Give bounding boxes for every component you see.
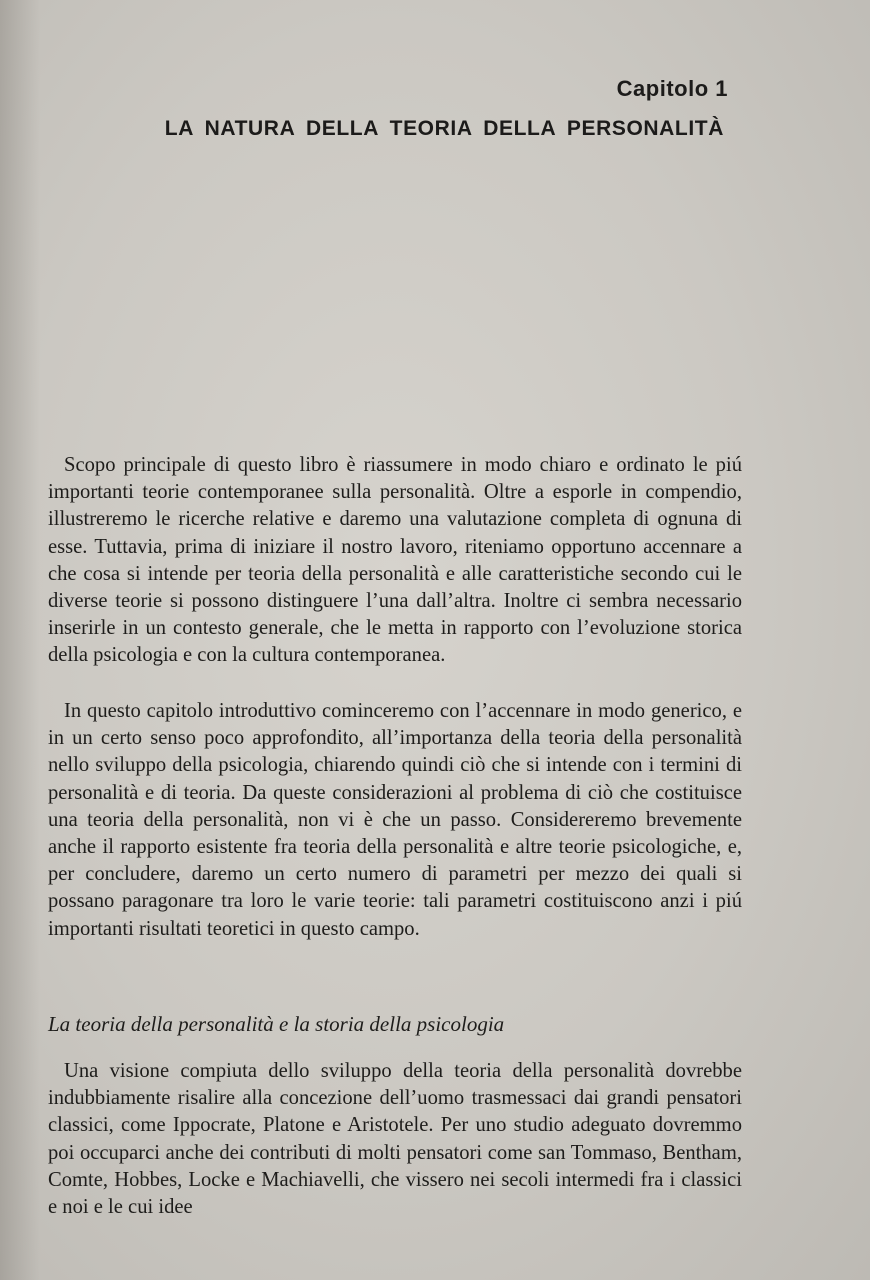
page-edge-shadow <box>0 0 40 1280</box>
section-heading: La teoria della personalità e la storia della psicologia <box>48 1012 505 1036</box>
paragraph-section-body: Una visione compiuta dello sviluppo della teoria della personalità dovrebbe indubbiamente risalire alla concezione dell’uomo trasmessaci dai grandi pensatori classici, come Ippocrate, Platone e Aristotele. Per uno studio adeguato dovremmo poi occuparci anche dei contributi di molti pensatori come san Tommaso, Bentham, Comte, Hobbes, Locke e Machiavelli, che vissero nei secoli intermedi fra i classici e noi e le cui idee <box>48 1060 742 1219</box>
chapter-title: LA NATURA DELLA TEORIA DELLA PERSONALITÀ <box>164 117 724 140</box>
paragraph-chapter-overview: In questo capitolo introduttivo cominceremo con l’accennare in modo generico, e in un certo senso poco approfondito, all’importanza della teoria della personalità nello sviluppo della psicologia, chiarendo quindi ciò che si intende con i termini di personalità e di teoria. Da queste considerazioni al problema di ciò che costituisce una teoria della personalità, non vi è che un passo. Considereremo brevemente anche il rapporto esistente fra teoria della personalità e altre teorie psicologiche, e, per concludere, daremo un certo numero di parametri per mezzo dei quali si possano paragonare tra loro le varie teorie: tali parametri costituiscono anzi i piú importanti risultati teoretici in questo campo. <box>48 700 742 940</box>
chapter-label: Capitolo 1 <box>616 76 728 101</box>
paragraph-intro: Scopo principale di questo libro è riassumere in modo chiaro e ordinato le piú importanti teorie contemporanee sulla personalità. Oltre a esporle in compendio, illustreremo le ricerche relative e daremo una valutazione completa di ognuna di esse. Tuttavia, prima di iniziare il nostro lavoro, riteniamo opportuno accennare a che cosa si intende per teoria della personalità e alle caratteristiche secondo cui le diverse teorie si possono distinguere l’una dall’altra. Inoltre ci sembra necessario inserirle in un contesto generale, che le metta in rapporto con l’evoluzione storica della psicologia e con la cultura contemporanea. <box>48 454 742 667</box>
